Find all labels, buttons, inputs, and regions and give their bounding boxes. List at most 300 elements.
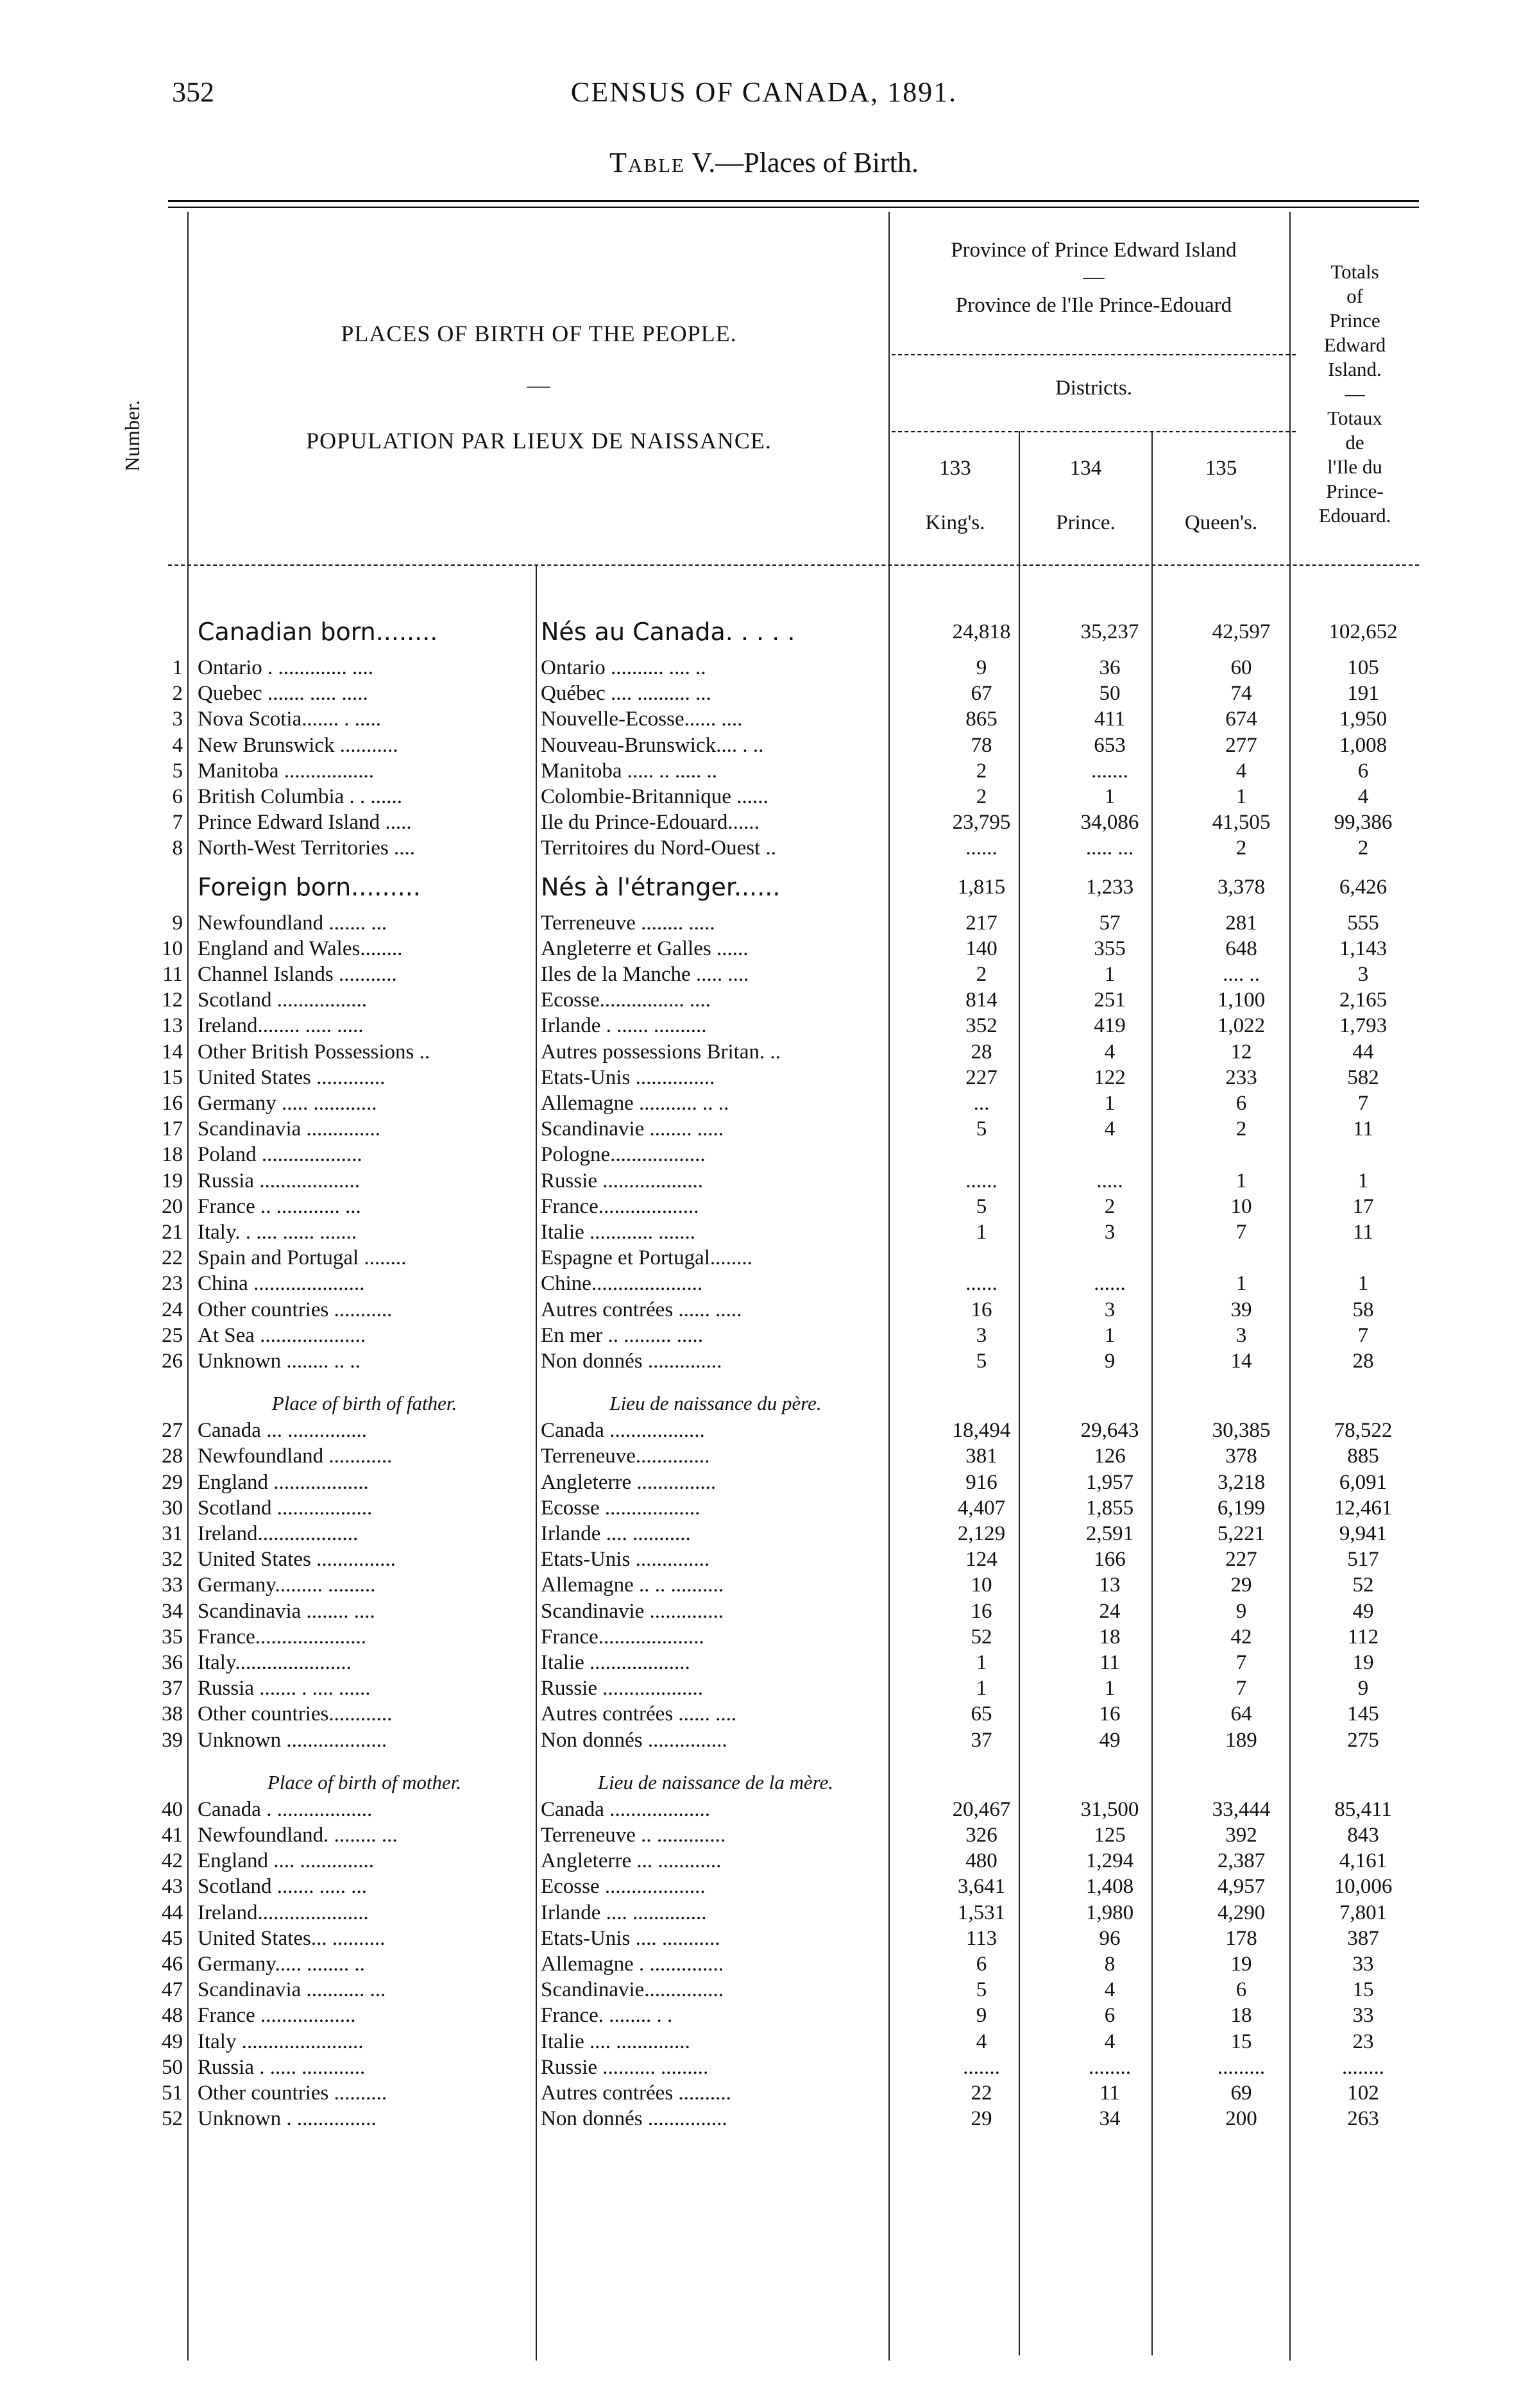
prince-value: ...... — [1094, 1272, 1126, 1296]
top-rule-thin — [168, 207, 1419, 208]
row-number: 48 — [162, 2004, 183, 2028]
kings-value: 29 — [971, 2107, 992, 2131]
total-value: 33 — [1352, 2004, 1374, 2028]
kings-value: 352 — [965, 1014, 997, 1038]
table-row — [0, 1116, 1528, 1142]
table-row — [0, 1951, 1528, 1977]
queens-value: 1 — [1235, 1169, 1247, 1192]
place-en: Germany..... ........ .. — [198, 1953, 365, 1976]
prince-value: 34 — [1099, 2107, 1121, 2131]
place-fr: Angleterre et Galles ...... — [541, 937, 749, 960]
place-fr: Russie ................... — [541, 1169, 704, 1192]
section-row — [0, 614, 1528, 650]
queens-value: 5,221 — [1217, 1522, 1266, 1545]
queens-value: 3,218 — [1217, 1470, 1266, 1494]
prince-value: 122 — [1094, 1065, 1126, 1089]
district-queens-name: Queen's. — [1184, 511, 1258, 534]
row-number: 50 — [162, 2055, 183, 2079]
total-value: 191 — [1347, 682, 1379, 706]
row-number: 35 — [162, 1625, 183, 1649]
kings-value: 5 — [976, 1350, 987, 1373]
place-fr: Allemagne ........... .. .. — [541, 1092, 729, 1115]
queens-value: 33,444 — [1212, 1797, 1271, 1821]
total-value: ........ — [1342, 2055, 1384, 2079]
place-fr: Québec .... .......... ... — [541, 682, 711, 706]
totals-en-line-4: Edward — [1323, 334, 1386, 356]
queens-value: 19 — [1230, 1953, 1252, 1976]
queens-value: 3,378 — [1217, 875, 1266, 899]
total-value: 275 — [1347, 1728, 1379, 1752]
kings-value: 2,129 — [957, 1522, 1006, 1545]
prince-value: ....... — [1091, 759, 1128, 783]
total-value: 10,006 — [1334, 1875, 1393, 1899]
row-number: 22 — [162, 1246, 183, 1270]
place-fr: Nés au Canada. . . . . — [541, 618, 795, 646]
kings-value: 814 — [965, 988, 997, 1012]
table-row — [0, 987, 1528, 1013]
place-fr: En mer .. ......... ..... — [541, 1323, 703, 1347]
place-en: At Sea .................... — [198, 1323, 366, 1347]
number-column-label: Number. — [121, 400, 144, 471]
table-title-prefix: Table — [609, 147, 685, 178]
place-fr: Ontario .......... .... .. — [541, 656, 706, 679]
prince-value: 125 — [1094, 1824, 1126, 1847]
prince-value: 4 — [1104, 1978, 1116, 2002]
place-en: United States ............. — [198, 1065, 386, 1089]
place-en: Newfoundland ............ — [198, 1445, 393, 1468]
table-row — [0, 1900, 1528, 1926]
total-value: 2 — [1357, 836, 1369, 860]
prince-value: 18 — [1099, 1625, 1121, 1649]
table-row — [0, 758, 1528, 784]
place-fr: Pologne.................. — [541, 1143, 706, 1167]
row-number: 28 — [162, 1445, 183, 1468]
row-number: 39 — [162, 1728, 183, 1752]
prince-value: 126 — [1094, 1445, 1126, 1468]
row-number: 6 — [172, 785, 183, 808]
place-fr: Canada .................. — [541, 1419, 705, 1443]
row-number: 9 — [172, 911, 183, 935]
row-number: 30 — [162, 1496, 183, 1520]
table-row — [0, 1848, 1528, 1874]
total-value: 1,143 — [1339, 937, 1388, 960]
place-en: Italy ....................... — [198, 2030, 364, 2053]
kings-value: 16 — [971, 1298, 992, 1321]
section-row — [0, 869, 1528, 905]
table-row — [0, 1727, 1528, 1753]
prince-value: 355 — [1094, 937, 1126, 960]
total-value: 263 — [1347, 2107, 1379, 2131]
place-fr: Lieu de naissance de la mère. — [597, 1770, 834, 1793]
row-number: 13 — [162, 1014, 183, 1038]
total-value: 7 — [1357, 1092, 1369, 1115]
row-number: 26 — [162, 1350, 183, 1373]
row-number: 23 — [162, 1272, 183, 1296]
prince-value: 4 — [1104, 1040, 1116, 1064]
total-value: 3 — [1357, 963, 1369, 986]
total-value: 885 — [1347, 1445, 1379, 1468]
row-number: 41 — [162, 1824, 183, 1847]
kings-value: ...... — [965, 836, 997, 860]
kings-value: 124 — [965, 1548, 997, 1572]
queens-value: 6 — [1235, 1092, 1247, 1115]
row-number: 33 — [162, 1573, 183, 1597]
total-value: 17 — [1352, 1194, 1374, 1218]
kings-value: 4 — [976, 2030, 987, 2053]
table-row — [0, 706, 1528, 732]
table-row — [0, 1470, 1528, 1495]
place-fr: Terreneuve .. ............. — [541, 1824, 726, 1847]
prince-value: 2 — [1104, 1194, 1116, 1218]
prince-value: ........ — [1089, 2055, 1131, 2079]
prince-value: 11 — [1099, 2082, 1120, 2105]
place-fr: Etats-Unis ............... — [541, 1065, 715, 1089]
place-fr: Ecosse .................. — [541, 1496, 700, 1520]
queens-value: 7 — [1235, 1651, 1247, 1674]
kings-value: 18,494 — [952, 1419, 1011, 1443]
place-en: Quebec ....... ..... ..... — [198, 682, 368, 706]
place-fr: Nouvelle-Ecosse...... .... — [541, 708, 743, 731]
place-en: Scotland ................. — [198, 988, 367, 1012]
place-en: Germany......... ......... — [198, 1573, 376, 1597]
kings-value: 28 — [971, 1040, 992, 1064]
place-en: Russia ....... . .... ...... — [198, 1677, 371, 1700]
total-value: 49 — [1352, 1599, 1374, 1623]
row-number: 11 — [162, 963, 183, 986]
total-value: 19 — [1352, 1651, 1374, 1674]
place-en: Newfoundland ....... ... — [198, 911, 387, 935]
kings-value: 3,641 — [957, 1875, 1006, 1899]
total-value: 1,008 — [1339, 733, 1388, 757]
prince-value: ..... — [1096, 1169, 1123, 1192]
place-fr: Ecosse ................... — [541, 1875, 706, 1899]
prince-value: 16 — [1099, 1702, 1121, 1726]
table-row — [0, 910, 1528, 936]
total-value: 85,411 — [1334, 1797, 1392, 1821]
prince-value: 36 — [1099, 656, 1121, 679]
kings-value: 480 — [965, 1849, 997, 1873]
row-number: 37 — [162, 1677, 183, 1700]
prince-value: 419 — [1094, 1014, 1126, 1038]
prince-value: 35,237 — [1080, 620, 1139, 643]
row-number: 3 — [172, 708, 183, 731]
total-value: 555 — [1347, 911, 1379, 935]
place-en: Unknown . ............... — [198, 2107, 377, 2131]
totals-en-line-1: Totals — [1330, 260, 1379, 283]
place-fr: Autres possessions Britan. .. — [541, 1040, 781, 1064]
kings-value: 865 — [965, 708, 997, 731]
place-fr: Nouveau-Brunswick.... . .. — [541, 733, 764, 757]
places-dash: — — [527, 372, 551, 398]
table-title-rest: V.—Places of Birth. — [692, 147, 919, 178]
queens-value: 4,290 — [1217, 1901, 1266, 1924]
total-value: 112 — [1347, 1625, 1379, 1649]
place-en: Other countries ........... — [198, 1298, 393, 1321]
kings-value: 78 — [971, 733, 992, 757]
places-en-header: PLACES OF BIRTH OF THE PEOPLE. — [341, 321, 737, 346]
kings-value: 1 — [976, 1221, 987, 1244]
places-fr-header: POPULATION PAR LIEUX DE NAISSANCE. — [306, 428, 772, 454]
prince-value: 1,855 — [1085, 1496, 1134, 1520]
place-en: Italy...................... — [198, 1651, 352, 1674]
total-value: 6 — [1357, 759, 1369, 783]
queens-value: 2 — [1235, 1117, 1247, 1141]
place-fr: France.................... — [541, 1625, 704, 1649]
place-fr: Autres contrées ...... .... — [541, 1702, 737, 1726]
table-row — [0, 1194, 1528, 1219]
district-prince-name: Prince. — [1056, 511, 1116, 534]
prince-value: 2,591 — [1085, 1522, 1134, 1545]
row-number: 24 — [162, 1298, 183, 1321]
row-number: 8 — [172, 836, 183, 860]
place-en: Ireland........ ..... ..... — [198, 1014, 364, 1038]
place-en: North-West Territories .... — [198, 836, 416, 860]
total-value: 78,522 — [1334, 1419, 1393, 1443]
province-dash: — — [1083, 266, 1105, 289]
kings-value: 217 — [965, 911, 997, 935]
table-row — [0, 1039, 1528, 1065]
queens-value: 1 — [1235, 785, 1247, 808]
table-row — [0, 1547, 1528, 1572]
place-en: Prince Edward Island ..... — [198, 811, 412, 835]
row-number: 2 — [172, 682, 183, 706]
kings-value: 1 — [976, 1677, 987, 1700]
total-value: 102,652 — [1329, 620, 1398, 643]
place-en: Russia . ..... ............ — [198, 2055, 366, 2079]
queens-value: 392 — [1225, 1824, 1257, 1847]
place-en: Italy. . .... ...... ....... — [198, 1221, 357, 1244]
prince-value: 6 — [1104, 2004, 1116, 2028]
place-en: Scandinavia ........... ... — [198, 1978, 386, 2002]
place-fr: Autres contrées .......... — [541, 2082, 731, 2105]
place-en: England and Wales........ — [198, 937, 403, 960]
place-en: Channel Islands ........... — [198, 963, 397, 986]
total-value: 12,461 — [1334, 1496, 1393, 1520]
place-en: Poland ................... — [198, 1143, 362, 1167]
prince-value: 251 — [1094, 988, 1126, 1012]
place-fr: Nés à l'étranger...... — [541, 872, 781, 901]
place-fr: Iles de la Manche ..... .... — [541, 963, 749, 986]
total-value: 4 — [1357, 785, 1369, 808]
queens-value: 648 — [1225, 937, 1257, 960]
province-en-header: Province of Prince Edward Island — [951, 239, 1237, 262]
row-number: 52 — [162, 2107, 183, 2131]
table-row — [0, 1271, 1528, 1296]
total-value: 105 — [1347, 656, 1379, 679]
place-fr: France. ........ . . — [541, 2004, 673, 2028]
kings-value: 37 — [971, 1728, 992, 1752]
prince-value: 1,980 — [1085, 1901, 1134, 1924]
table-row — [0, 1874, 1528, 1899]
kings-value: 16 — [971, 1599, 992, 1623]
place-fr: Irlande .... ........... — [541, 1522, 691, 1545]
queens-value: 10 — [1230, 1194, 1252, 1218]
queens-value: 378 — [1225, 1445, 1257, 1468]
row-number: 25 — [162, 1323, 183, 1347]
row-number: 51 — [162, 2082, 183, 2105]
table-row — [0, 1572, 1528, 1598]
place-en: Newfoundland. ........ ... — [198, 1824, 398, 1847]
place-en: England .... .............. — [198, 1849, 374, 1873]
district-number-rule — [892, 431, 1296, 432]
table-row — [0, 1418, 1528, 1443]
kings-value: 9 — [976, 656, 987, 679]
prince-value: 49 — [1099, 1728, 1121, 1752]
place-fr: Colombie-Britannique ...... — [541, 785, 768, 808]
place-en: Unknown ........ .. .. — [198, 1350, 361, 1373]
kings-value: 5 — [976, 1978, 987, 2002]
place-en: Germany ..... ............ — [198, 1092, 377, 1115]
place-fr: Espagne et Portugal........ — [541, 1246, 752, 1270]
place-fr: Italie ............ ....... — [541, 1221, 696, 1244]
kings-value: 113 — [965, 1926, 997, 1950]
districts-header: Districts. — [1055, 377, 1133, 400]
kings-value: 23,795 — [952, 811, 1011, 835]
queens-value: 6,199 — [1217, 1496, 1266, 1520]
prince-value: 1 — [1104, 785, 1116, 808]
table-row — [0, 1675, 1528, 1701]
queens-value: 60 — [1230, 656, 1252, 679]
table-row — [0, 1219, 1528, 1245]
table-row — [0, 655, 1528, 681]
district-134-number: 134 — [1069, 457, 1102, 480]
row-number: 42 — [162, 1849, 183, 1873]
totals-en-line-3: Prince — [1329, 309, 1380, 332]
queens-value: 1,022 — [1217, 1014, 1266, 1038]
table-row — [0, 2003, 1528, 2028]
totals-fr-line-2: de — [1345, 431, 1364, 454]
total-value: 44 — [1352, 1040, 1374, 1064]
table-row — [0, 2080, 1528, 2106]
row-number: 19 — [162, 1169, 183, 1192]
place-fr: Allemagne .. .. .......... — [541, 1573, 724, 1597]
queens-value: 6 — [1235, 1978, 1247, 2002]
totals-fr-line-1: Totaux — [1327, 407, 1382, 429]
table-row — [0, 1090, 1528, 1116]
table-title — [0, 146, 1528, 179]
row-number: 16 — [162, 1092, 183, 1115]
queens-value: 200 — [1225, 2107, 1257, 2131]
row-number: 15 — [162, 1065, 183, 1089]
queens-value: 42,597 — [1212, 620, 1271, 643]
kings-value: 67 — [971, 682, 992, 706]
prince-value: 1,233 — [1085, 875, 1134, 899]
queens-value: 14 — [1230, 1350, 1252, 1373]
kings-value: 2 — [976, 759, 987, 783]
place-fr: Irlande . ...... .......... — [541, 1014, 707, 1038]
place-fr: Canada ................... — [541, 1797, 710, 1821]
total-value: 1,793 — [1339, 1014, 1388, 1038]
place-en: Place of birth of mother. — [267, 1770, 462, 1793]
row-number: 47 — [162, 1978, 183, 2002]
queens-value: 1,100 — [1217, 988, 1266, 1012]
place-fr: Ile du Prince-Edouard...... — [541, 811, 760, 835]
place-en: China ..................... — [198, 1272, 365, 1296]
total-value: 517 — [1347, 1548, 1379, 1572]
row-number: 29 — [162, 1470, 183, 1494]
table-row — [0, 681, 1528, 706]
row-number: 38 — [162, 1702, 183, 1726]
running-title: CENSUS OF CANADA, 1891. — [570, 76, 958, 108]
kings-value: 22 — [971, 2082, 992, 2105]
queens-value: 42 — [1230, 1625, 1252, 1649]
page-number: 352 — [172, 76, 214, 108]
place-en: Ireland..................... — [198, 1901, 369, 1924]
place-en: France .................. — [198, 2004, 356, 2028]
totals-fr-line-3: l'Ile du — [1327, 455, 1382, 478]
queens-value: 18 — [1230, 2004, 1252, 2028]
row-number: 17 — [162, 1117, 183, 1141]
kings-value: 52 — [971, 1625, 992, 1649]
total-value: 99,386 — [1334, 811, 1393, 835]
table-row — [0, 962, 1528, 987]
table-row — [0, 1013, 1528, 1039]
row-number: 1 — [172, 656, 183, 679]
queens-value: 227 — [1225, 1548, 1257, 1572]
subheading-row — [0, 1770, 1528, 1795]
table-row — [0, 810, 1528, 835]
kings-value: 140 — [965, 937, 997, 960]
table-row — [0, 1348, 1528, 1374]
table-row — [0, 1495, 1528, 1521]
totals-fr-line-4: Prince- — [1326, 480, 1384, 502]
prince-value: 1,294 — [1085, 1849, 1134, 1873]
prince-value: 411 — [1094, 708, 1126, 731]
queens-value: 281 — [1225, 911, 1257, 935]
prince-value: 4 — [1104, 2030, 1116, 2053]
place-en: New Brunswick ........... — [198, 733, 398, 757]
total-value: 4,161 — [1339, 1849, 1388, 1873]
table-row — [0, 1797, 1528, 1822]
place-fr: Irlande .... .............. — [541, 1901, 707, 1924]
row-number: 44 — [162, 1901, 183, 1924]
queens-value: 39 — [1230, 1298, 1252, 1321]
kings-value: 65 — [971, 1702, 992, 1726]
place-fr: Non donnés ............... — [541, 2107, 727, 2131]
queens-value: 3 — [1235, 1323, 1247, 1347]
row-number: 40 — [162, 1797, 183, 1821]
total-value: 387 — [1347, 1926, 1379, 1950]
place-en: Spain and Portugal ........ — [198, 1246, 407, 1270]
kings-value: 9 — [976, 2004, 987, 2028]
total-value: 843 — [1347, 1824, 1379, 1847]
total-value: 28 — [1352, 1350, 1374, 1373]
kings-value: 5 — [976, 1194, 987, 1218]
place-fr: Russie ................... — [541, 1677, 704, 1700]
totals-fr-line-5: Edouard. — [1318, 504, 1391, 527]
table-row — [0, 1650, 1528, 1675]
prince-value: ..... ... — [1085, 836, 1134, 860]
prince-value: 29,643 — [1080, 1419, 1139, 1443]
row-number: 7 — [172, 811, 183, 835]
table-row — [0, 1701, 1528, 1727]
total-value: 1,950 — [1339, 708, 1388, 731]
subheading-row — [0, 1391, 1528, 1416]
kings-value: 4,407 — [957, 1496, 1006, 1520]
prince-value: 9 — [1104, 1350, 1116, 1373]
prince-value: 96 — [1099, 1926, 1121, 1950]
prince-value: 3 — [1104, 1298, 1116, 1321]
place-fr: Non donnés .............. — [541, 1350, 722, 1373]
kings-value: 6 — [976, 1953, 987, 1976]
total-value: 7,801 — [1339, 1901, 1388, 1924]
queens-value: 674 — [1225, 708, 1257, 731]
prince-value: 1,408 — [1085, 1875, 1134, 1899]
kings-value: 1,531 — [957, 1901, 1006, 1924]
queens-value: 15 — [1230, 2030, 1252, 2053]
place-fr: Allemagne . .............. — [541, 1953, 724, 1976]
total-value: 145 — [1347, 1702, 1379, 1726]
